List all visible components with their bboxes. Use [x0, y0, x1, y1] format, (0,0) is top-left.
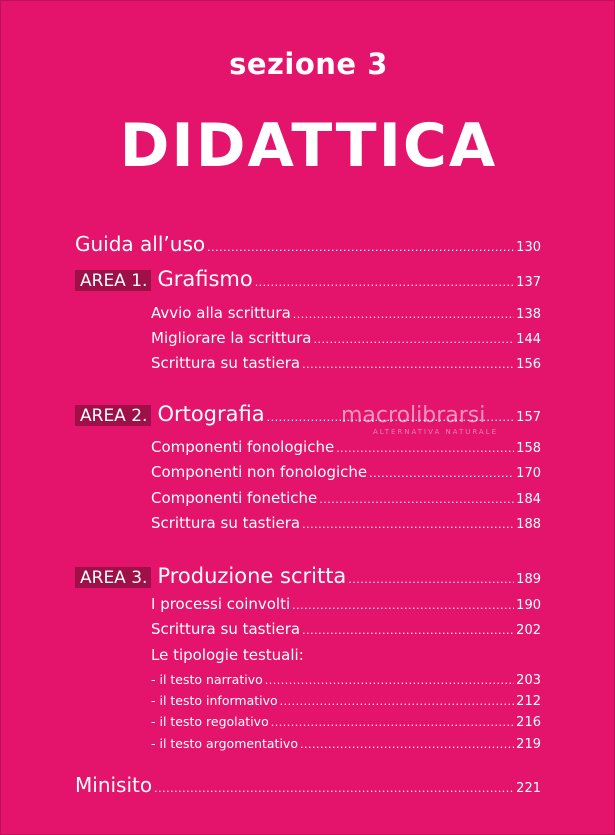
page-title: DIDATTICA — [119, 111, 498, 181]
area-name: Grafismo — [157, 267, 253, 291]
toc-entry[interactable] — [151, 438, 541, 456]
toc-entry[interactable] — [151, 693, 541, 709]
toc-entry[interactable] — [151, 354, 541, 372]
toc-page-number: 158 — [516, 441, 541, 456]
toc-entry[interactable] — [151, 304, 541, 322]
toc-page-number: 219 — [516, 737, 541, 752]
toc-entry-label: - il testo regolativo — [151, 714, 269, 729]
toc-entry-label: - il testo argomentativo — [151, 736, 298, 751]
section-label: sezione 3 — [229, 47, 388, 81]
toc-entry-label: Guida all’uso — [75, 232, 206, 256]
watermark-logo: macrolibrarsi — [341, 403, 486, 428]
dot-leader — [314, 329, 515, 347]
toc-entry-label: Scrittura su tastiera — [151, 514, 301, 532]
dot-leader — [300, 736, 514, 751]
toc-entry-label: Componenti fonetiche — [151, 489, 318, 507]
dot-leader — [255, 267, 514, 291]
area-tag: AREA 3. — [75, 567, 151, 588]
dot-leader — [292, 595, 514, 613]
area-tag: AREA 2. — [75, 405, 151, 426]
tipologie-heading: Le tipologie testuali: — [151, 646, 304, 664]
area-heading — [75, 402, 265, 426]
dot-leader — [302, 354, 514, 372]
dot-leader — [271, 714, 514, 729]
toc-page-number: 156 — [516, 357, 541, 372]
dot-leader — [207, 232, 514, 256]
toc-entry[interactable] — [151, 514, 541, 532]
toc-page-number: 184 — [516, 492, 541, 507]
toc-page-number: 203 — [516, 673, 541, 688]
toc-entry-label: I processi coinvolti — [151, 595, 291, 613]
toc-page-number: 144 — [516, 332, 541, 347]
dot-leader — [293, 304, 514, 322]
toc-entry-label: Avvio alla scrittura — [151, 304, 291, 322]
toc-page-number: 216 — [516, 715, 541, 730]
toc-entry-label: Componenti non fonologiche — [151, 463, 368, 481]
area-tag: AREA 1. — [75, 270, 151, 291]
toc-page-number: 137 — [516, 275, 541, 290]
dot-leader — [280, 693, 515, 708]
toc-entry[interactable] — [151, 463, 541, 481]
toc-entry[interactable] — [151, 329, 541, 347]
toc-page-number: 221 — [516, 781, 541, 796]
toc-entry-minisito[interactable] — [75, 773, 541, 797]
toc-entry-guida[interactable] — [75, 232, 541, 256]
toc-page-number: 189 — [516, 572, 541, 587]
dot-leader — [154, 773, 514, 797]
toc-entry-label: Scrittura su tastiera — [151, 620, 301, 638]
area-name: Ortografia — [157, 402, 265, 426]
dot-leader — [369, 463, 514, 481]
toc-page-number: 202 — [516, 623, 541, 638]
toc-page-number: 157 — [516, 410, 541, 425]
toc-entry[interactable] — [151, 736, 541, 752]
toc-page-number: 188 — [516, 517, 541, 532]
dot-leader — [348, 564, 514, 588]
toc-entry[interactable] — [151, 672, 541, 688]
area-heading — [75, 267, 253, 291]
toc-entry-label: - il testo informativo — [151, 693, 278, 708]
dot-leader — [265, 672, 514, 687]
toc-entry[interactable] — [151, 595, 541, 613]
dot-leader — [319, 489, 514, 507]
toc-page-number: 170 — [516, 466, 541, 481]
toc-entry-label: Componenti fonologiche — [151, 438, 335, 456]
area-name: Produzione scritta — [157, 564, 347, 588]
toc-entry-label: - il testo narrativo — [151, 672, 263, 687]
dot-leader — [302, 514, 514, 532]
toc-area-1[interactable] — [75, 267, 541, 291]
toc-page-number: 190 — [516, 598, 541, 613]
toc-entry-label: Migliorare la scrittura — [151, 329, 312, 347]
dot-leader — [302, 620, 514, 638]
toc-entry[interactable] — [151, 714, 541, 730]
toc-entry-label: Minisito — [75, 773, 153, 797]
watermark-subtext: ALTERNATIVA NATURALE — [373, 428, 499, 436]
toc-entry-label: Scrittura su tastiera — [151, 354, 301, 372]
toc-page-number: 138 — [516, 307, 541, 322]
toc-entry[interactable] — [151, 620, 541, 638]
toc-entry[interactable] — [151, 489, 541, 507]
dot-leader — [336, 438, 514, 456]
toc-page-number: 130 — [516, 240, 541, 255]
area-heading — [75, 564, 346, 588]
toc-page-number: 212 — [516, 694, 541, 709]
toc-area-3[interactable] — [75, 564, 541, 588]
